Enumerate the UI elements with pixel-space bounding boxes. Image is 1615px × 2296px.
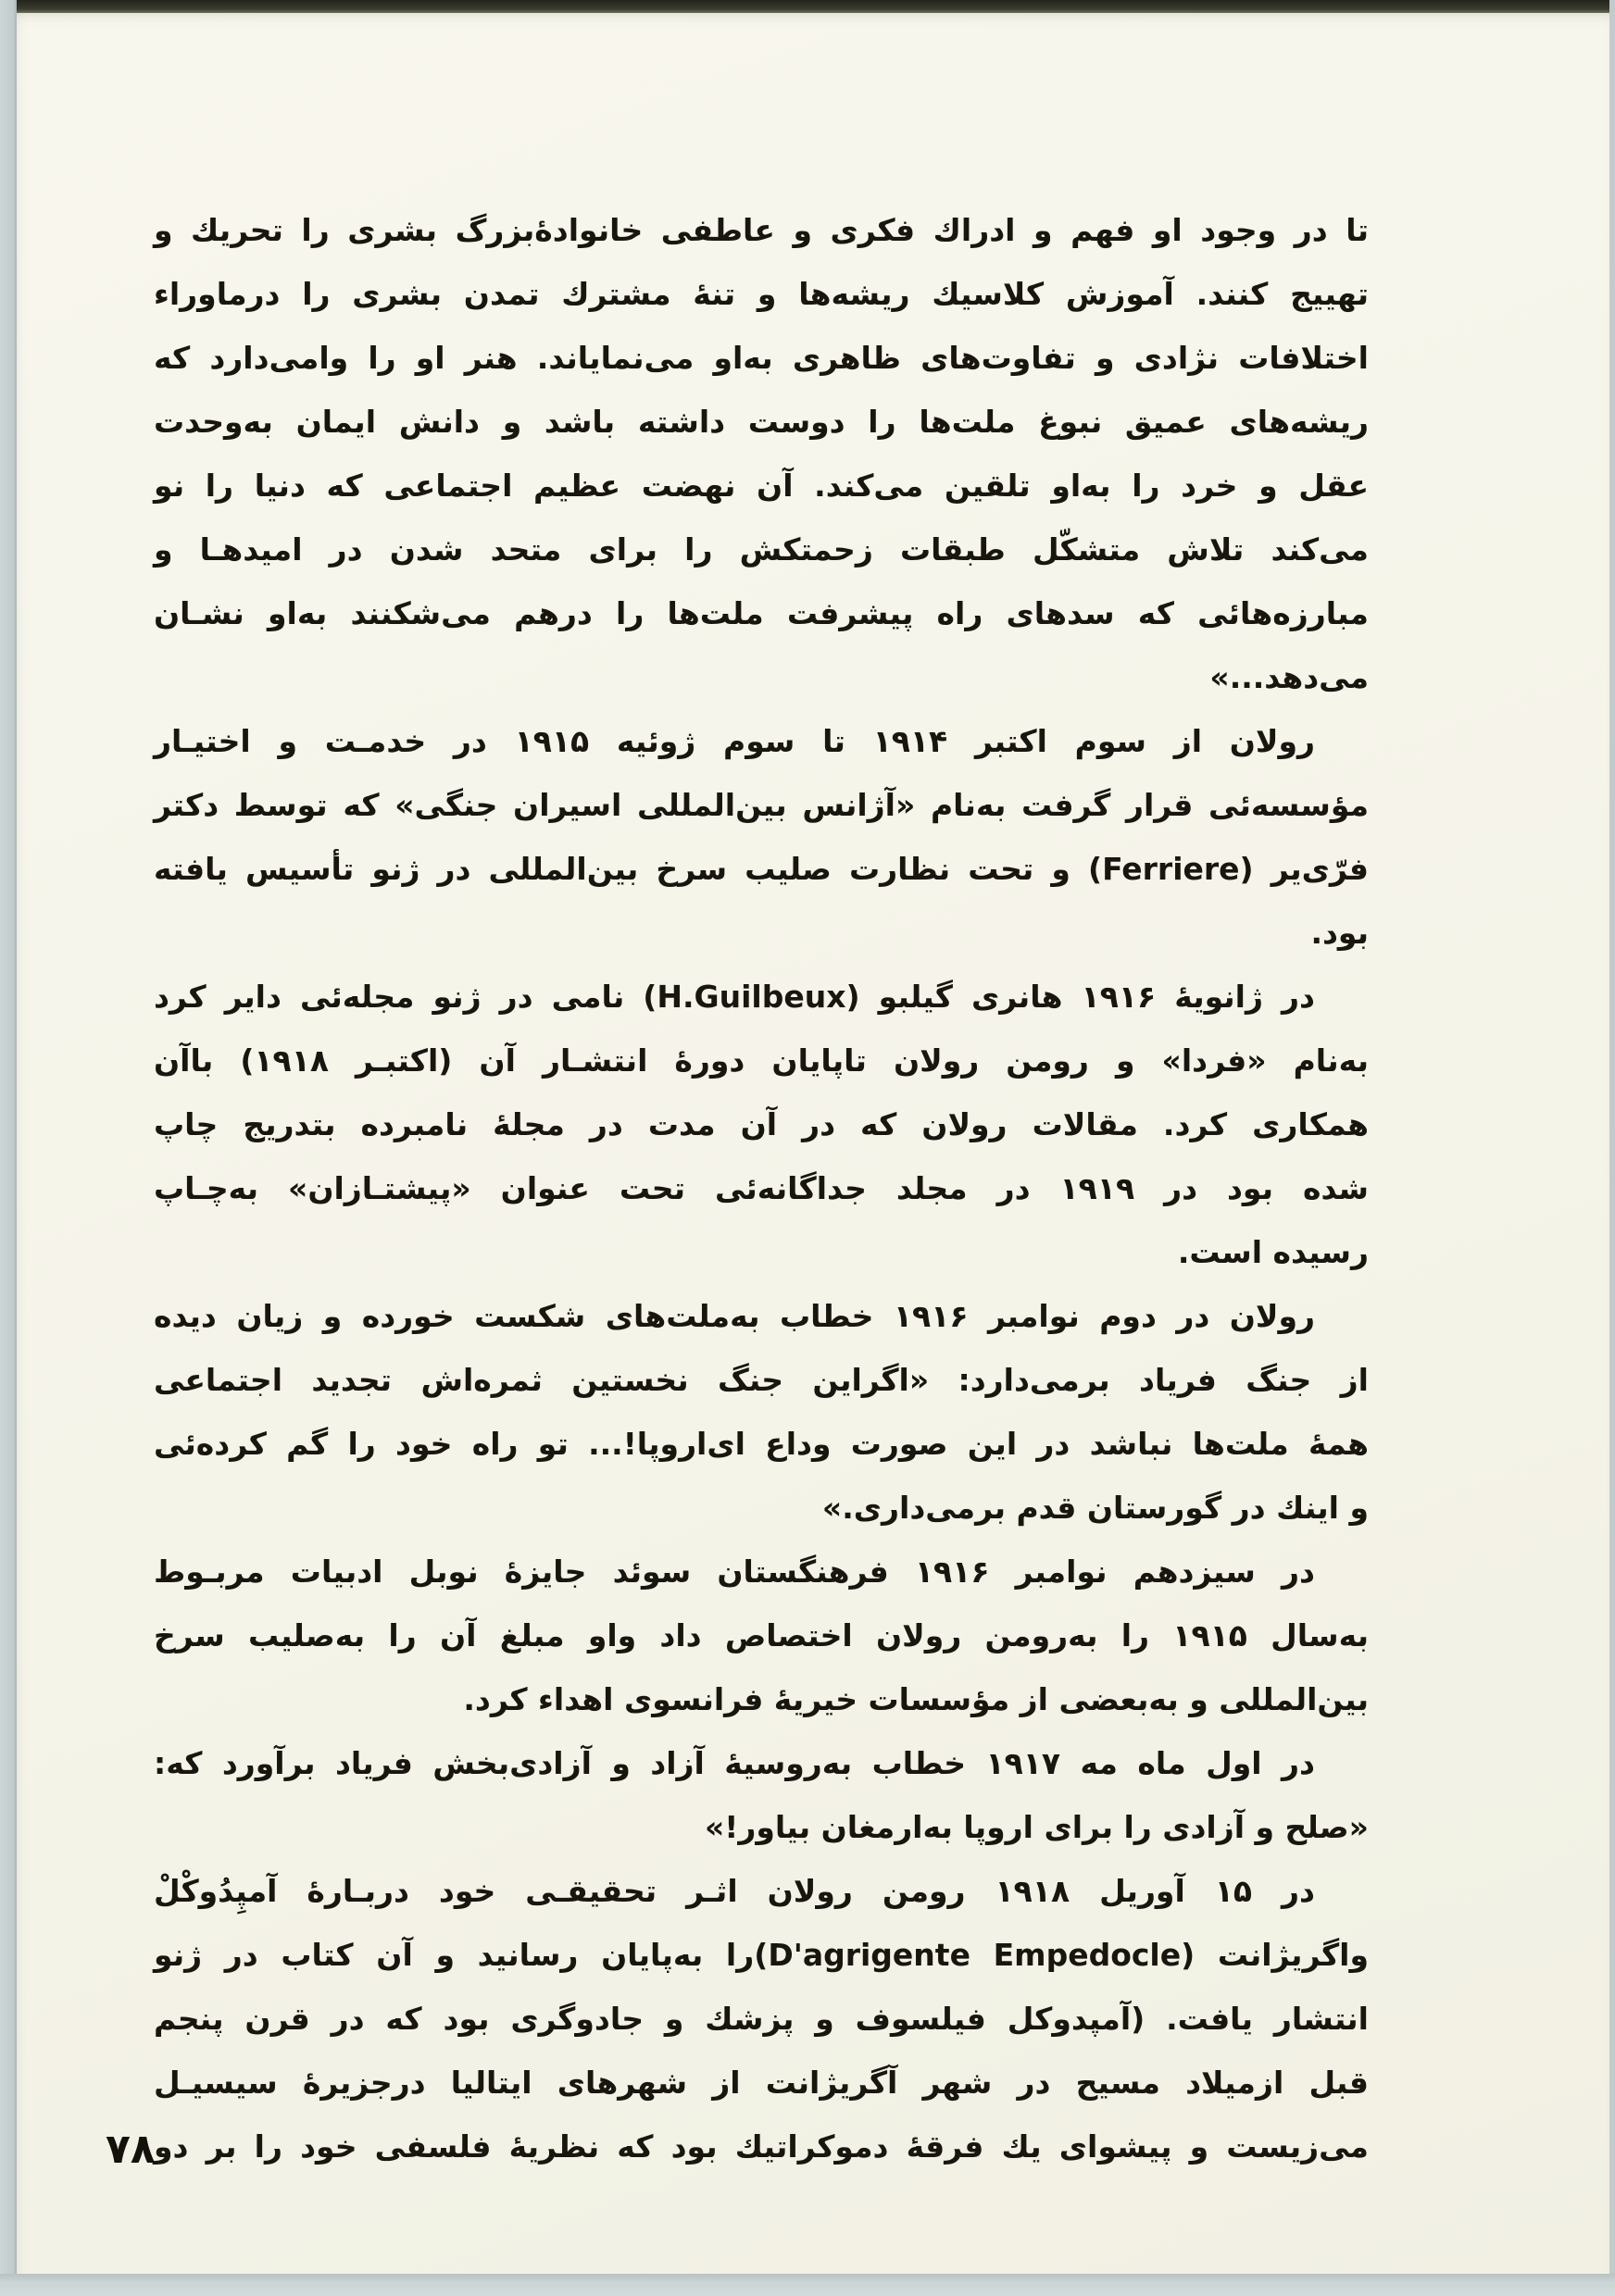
text-line: ريشه‌هاى عميق نبوغ ملت‌ها را دوست داشته باشد و دانش ايمان به‌وحدت <box>154 404 1369 440</box>
text-line: مى‌كند تلاش متشكّل طبقات زحمتكش را براى متحد شدن در اميدهـا و <box>154 531 1369 568</box>
text-line: همهٔ ملت‌ها نباشد در اين صورت وداع اى‌اروپا!... تو راه خود را گم كرده‌ئى <box>154 1426 1369 1462</box>
text-line: بود. <box>1310 915 1369 951</box>
paragraph-4 <box>154 1284 1369 1540</box>
scan-left-edge <box>0 0 17 2296</box>
text-line: به‌سال ۱۹۱۵ را به‌رومن رولان اختصاص داد واو مبلغ آن را به‌صليب سرخ <box>154 1617 1369 1653</box>
paragraph-5 <box>154 1540 1369 1731</box>
text-line: بين‌المللى و به‌بعضى از مؤسسات خيريهٔ فرانسوى اهداء كرد. <box>463 1681 1369 1717</box>
text-line: همكارى كرد. مقالات رولان كه در آن مدت در مجلهٔ نامبرده بتدريج چاپ <box>154 1106 1369 1142</box>
text-line: عقل و خرد را به‌او تلقين مى‌كند. آن نهضت عظيم اجتماعى كه دنيا را نو <box>154 468 1369 504</box>
text-line: به‌نام «فردا» و رومن رولان تاپايان دورهٔ انتشـار آن (اكتبـر ۱۹۱۸) باآن <box>154 1042 1369 1079</box>
text-line: قبل ازميلاد مسيح در شهر آگريژانت از شهرهاى ايتاليا درجزيرهٔ سيسيـل <box>154 2065 1369 2101</box>
text-line: مى‌دهد...» <box>1209 659 1369 695</box>
text-line: در اول ماه مه ۱۹۱۷ خطاب به‌روسيهٔ آزاد و آزادى‌بخش فرياد برآورد كه: <box>154 1745 1315 1781</box>
scan-right-edge <box>1609 0 1615 2296</box>
paragraph-7 <box>154 1859 1369 2178</box>
scan-bottom-edge <box>0 2274 1615 2296</box>
page-number: ۷۸ <box>106 2126 156 2173</box>
paragraph-6 <box>154 1731 1369 1859</box>
text-block <box>154 198 1369 2178</box>
text-line: تا در وجود او فهم و ادراك فكرى و عاطفى خانوادهٔ‌بزرگ بشرى را تحريك و <box>154 212 1369 248</box>
text-line: در ژانويهٔ ۱۹۱۶ هانرى گيلبو (H.Guilbeux) نامى در ژنو مجله‌ئى داير كرد <box>154 979 1315 1015</box>
text-line: در سيزدهم نوامبر ۱۹۱۶ فرهنگستان سوئد جايزهٔ نوبل ادبيات مربـوط <box>154 1554 1315 1590</box>
text-line: رولان در دوم نوامبر ۱۹۱۶ خطاب به‌ملت‌هاى شكست خورده و زيان ديده <box>154 1298 1316 1334</box>
text-line: تهييج كنند. آموزش كلاسيك ريشه‌ها و تنهٔ مشترك تمدن بشرى را درماوراء <box>154 276 1369 312</box>
paragraph-2 <box>154 709 1369 965</box>
text-line: اختلافات نژادى و تفاوت‌هاى ظاهرى به‌او مى‌نماياند. هنر او را وامى‌دارد كه <box>154 340 1369 376</box>
text-line: مؤسسه‌ئى قرار گرفت به‌نام «آژانس بين‌المللى اسيران جنگى» كه توسط دكتر <box>154 787 1369 823</box>
text-line: مبارزه‌هائى كه سدهاى راه پيشرفت ملت‌ها را درهم مى‌شكنند به‌او نشـان <box>154 595 1369 631</box>
paragraph-3 <box>154 965 1369 1284</box>
text-line: مى‌زيست و پيشواى يك فرقهٔ دموكراتيك بود كه نظريهٔ فلسفى خود را بر دو <box>154 2128 1369 2165</box>
paper-page <box>17 0 1615 2279</box>
text-line: فرّى‌ير (Ferriere) و تحت نظارت صليب سرخ بين‌المللى در ژنو تأسيس يافته <box>154 851 1370 887</box>
text-line: در ۱۵ آوريل ۱۹۱۸ رومن رولان اثـر تحقيقـى خود دربـارهٔ آمپِدُوكْلْ <box>154 1873 1315 1909</box>
text-line: از جنگ فرياد برمى‌دارد: «اگراين جنگ نخستين ثمره‌اش تجديد اجتماعى <box>154 1362 1369 1398</box>
text-line: «صلح و آزادى را براى اروپا به‌ارمغان بياور!» <box>704 1809 1369 1845</box>
scan-top-edge <box>0 0 1615 13</box>
text-line: رولان از سوم اكتبر ۱۹۱۴ تا سوم ژوئيه ۱۹۱۵ در خدمـت و اختيـار <box>154 723 1316 759</box>
text-line: شده بود در ۱۹۱۹ در مجلد جداگانه‌ئى تحت عنوان «پيشتـازان» به‌چـاپ <box>154 1170 1369 1206</box>
paragraph-1 <box>154 198 1369 709</box>
text-line: و اينك در گورستان قدم برمى‌دارى.» <box>821 1490 1369 1526</box>
text-line: رسيده است. <box>1177 1234 1369 1270</box>
text-line: انتشار يافت. (آمپدوكل فيلسوف و پزشك و جادوگرى بود كه در قرن پنجم <box>154 2001 1369 2037</box>
text-line: واگريژانت (D'agrigente Empedocle)را به‌پايان رسانيد و آن كتاب در ژنو <box>154 1937 1369 1973</box>
